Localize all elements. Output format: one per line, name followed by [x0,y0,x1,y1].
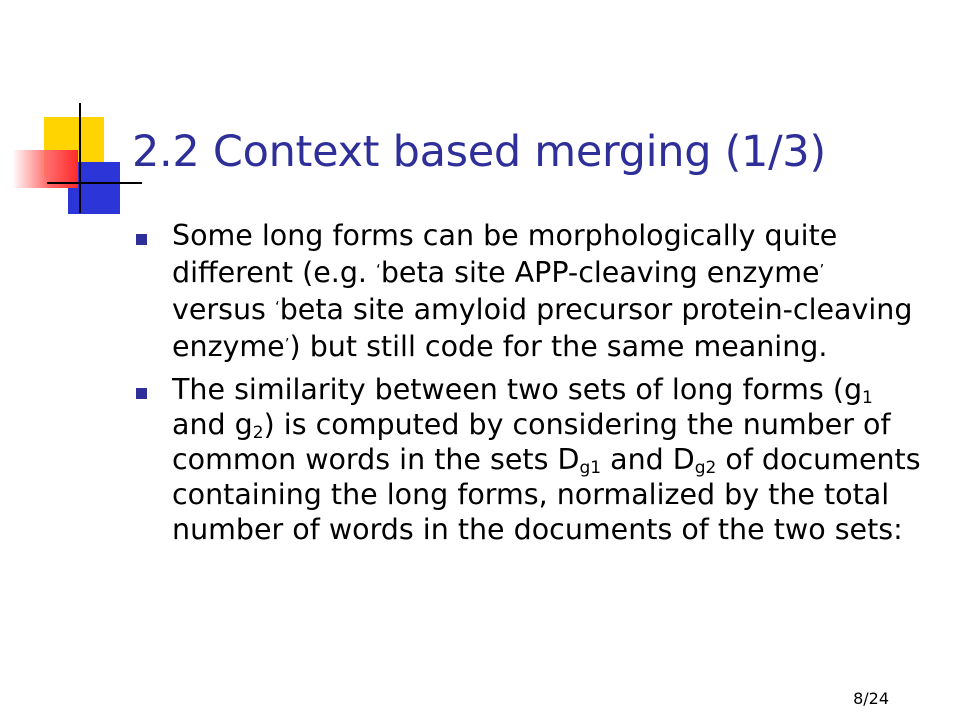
logo-vertical-line [79,103,81,213]
bullet-item [136,218,926,364]
bullet-marker-icon [136,234,147,245]
bullet-text: Some long forms can be morphologically quite different (e.g. ‘beta site APP-cleaving enzyme’ versus ‘beta site amyloid precursor protein-cleaving enzyme’) but still code for the same meaning. [172,219,913,363]
logo-horizontal-line [47,182,142,184]
decorative-logo [0,0,140,230]
slide-title: 2.2 Context based merging (1/3) [132,127,826,177]
page-number: 8/24 [853,689,889,708]
bullet-text: The similarity between two sets of long forms ($g_1$ and $g_2$) is computed by considering the number of common words in the sets $D_{g1}$ and $D_{g2}$ of documents containing the long forms, normalized by the total number of words in the documents of the two sets: [172,373,921,546]
bullet-list [136,218,926,555]
bullet-item [136,372,926,547]
bullet-marker-icon [136,388,147,399]
